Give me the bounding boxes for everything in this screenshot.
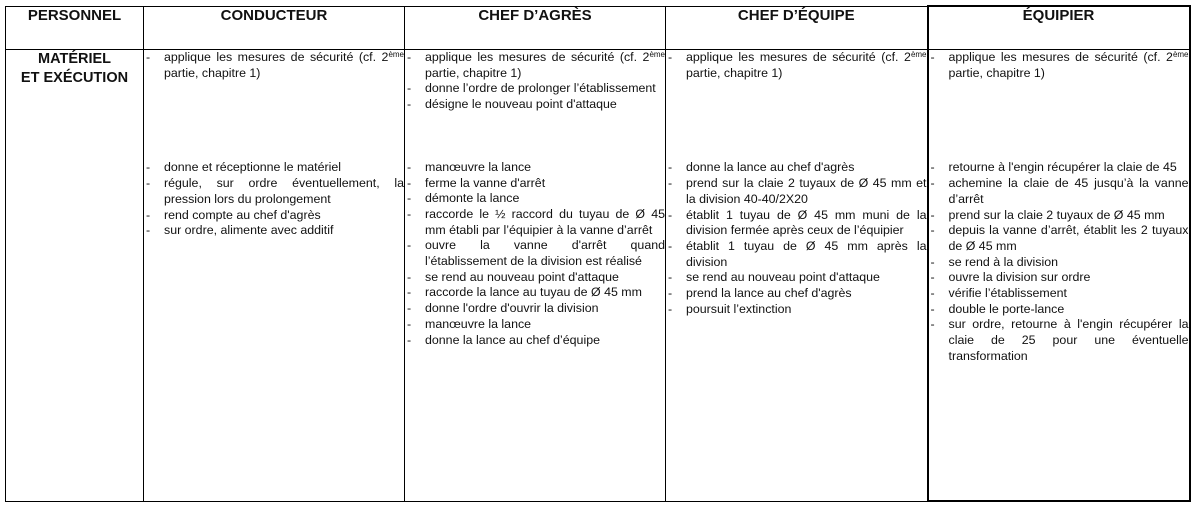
- column-chef-equipe: [666, 50, 928, 502]
- list-item: - donne l’ordre de prolonger l’établissement: [405, 81, 665, 97]
- list-item: - depuis la vanne d’arrêt, établit les 2 tuyaux de Ø 45 mm: [929, 223, 1189, 254]
- list-item: - établit 1 tuyau de Ø 45 mm muni de la division fermée après ceux de l’équipier: [666, 208, 927, 239]
- list-item: - raccorde la lance au tuyau de Ø 45 mm: [405, 285, 665, 301]
- safety-item-text: applique les mesures de sécurité (cf. 2: [686, 50, 911, 64]
- header-row: [6, 6, 1190, 50]
- header-personnel: PERSONNEL: [6, 6, 144, 50]
- list-item: - désigne le nouveau point d'attaque: [405, 97, 665, 113]
- list-item: - donne l'ordre d'ouvrir la division: [405, 301, 665, 317]
- safety-item-suffix: partie, chapitre 1): [686, 65, 783, 80]
- row-label: [6, 50, 144, 502]
- list-item: - manœuvre la lance: [405, 317, 665, 333]
- list-item: - donne et réceptionne le matériel: [144, 160, 404, 176]
- list-item: - sur ordre, alimente avec additif: [144, 223, 404, 239]
- column-conducteur: [144, 50, 405, 502]
- list-item: - retourne à l'engin récupérer la claie de 45: [929, 160, 1189, 176]
- equipier-safety-list: [929, 50, 1189, 81]
- header-chef-equipe: CHEF D’ÉQUIPE: [666, 6, 928, 50]
- list-item: - donne la lance au chef d’équipe: [405, 333, 665, 349]
- header-equipier: ÉQUIPIER: [928, 6, 1190, 50]
- list-item: - double le porte-lance: [929, 302, 1189, 318]
- list-item: - démonte la lance: [405, 191, 665, 207]
- safety-item-sup: ème: [1172, 50, 1189, 59]
- safety-item-text: applique les mesures de sécurité (cf. 2: [425, 50, 650, 64]
- list-item: - se rend au nouveau point d'attaque: [405, 270, 665, 286]
- safety-item: [929, 50, 1189, 81]
- safety-item-suffix: partie, chapitre 1): [164, 65, 261, 80]
- chef-agres-action-list: [405, 160, 665, 348]
- list-item: - donne la lance au chef d'agrès: [666, 160, 927, 176]
- list-item: - prend sur la claie 2 tuyaux de Ø 45 mm: [929, 208, 1189, 224]
- list-item: - régule, sur ordre éventuellement, la pression lors du prolongement: [144, 176, 404, 207]
- safety-item-sup: ème: [649, 50, 665, 59]
- safety-item: [144, 50, 404, 81]
- list-item: - prend sur la claie 2 tuyaux de Ø 45 mm et la division 40-40/2X20: [666, 176, 927, 207]
- list-item: - achemine la claie de 45 jusqu’à la vanne d’arrêt: [929, 176, 1189, 207]
- conducteur-safety-list: [144, 50, 404, 81]
- safety-item-sup: ème: [388, 50, 404, 59]
- list-item: - prend la lance au chef d'agrès: [666, 286, 927, 302]
- materiel-execution-row: [6, 50, 1190, 502]
- row-label-line2: ET EXÉCUTION: [20, 70, 129, 86]
- column-equipier: [928, 50, 1190, 502]
- safety-item-suffix: partie, chapitre 1): [948, 65, 1045, 80]
- chef-agres-order-list: [405, 50, 665, 113]
- list-item: - vérifie l’établissement: [929, 286, 1189, 302]
- chef-equipe-action-list: [666, 160, 927, 317]
- list-item: - rend compte au chef d'agrès: [144, 208, 404, 224]
- column-chef-agres: [405, 50, 666, 502]
- list-item: - ferme la vanne d'arrêt: [405, 176, 665, 192]
- list-item: - ouvre la vanne d'arrêt quand l’établissement de la division est réalisé: [405, 238, 665, 269]
- chef-equipe-safety-list: [666, 50, 927, 81]
- list-item: - sur ordre, retourne à l'engin récupérer la claie de 25 pour une éventuelle transformation: [929, 317, 1189, 364]
- equipier-action-list: [929, 160, 1189, 364]
- safety-item: [666, 50, 927, 81]
- header-chef-agres: CHEF D’AGRÈS: [405, 6, 666, 50]
- conducteur-action-list: [144, 160, 404, 239]
- header-conducteur: CONDUCTEUR: [144, 6, 405, 50]
- procedure-table: [5, 5, 1191, 502]
- safety-item: [405, 50, 665, 81]
- list-item: - manœuvre la lance: [405, 160, 665, 176]
- safety-item-sup: ème: [910, 50, 927, 59]
- safety-item-suffix: partie, chapitre 1): [425, 65, 522, 80]
- list-item: - ouvre la division sur ordre: [929, 270, 1189, 286]
- row-label-line1: MATÉRIEL: [37, 51, 112, 67]
- safety-item-text: applique les mesures de sécurité (cf. 2: [948, 50, 1173, 64]
- list-item: - établit 1 tuyau de Ø 45 mm après la division: [666, 239, 927, 270]
- list-item: - se rend à la division: [929, 255, 1189, 271]
- list-item: - raccorde le ½ raccord du tuyau de Ø 45 mm établi par l’équipier à la vanne d’arrêt: [405, 207, 665, 238]
- safety-item-text: applique les mesures de sécurité (cf. 2: [164, 50, 389, 64]
- list-item: - se rend au nouveau point d'attaque: [666, 270, 927, 286]
- list-item: - poursuit l’extinction: [666, 302, 927, 318]
